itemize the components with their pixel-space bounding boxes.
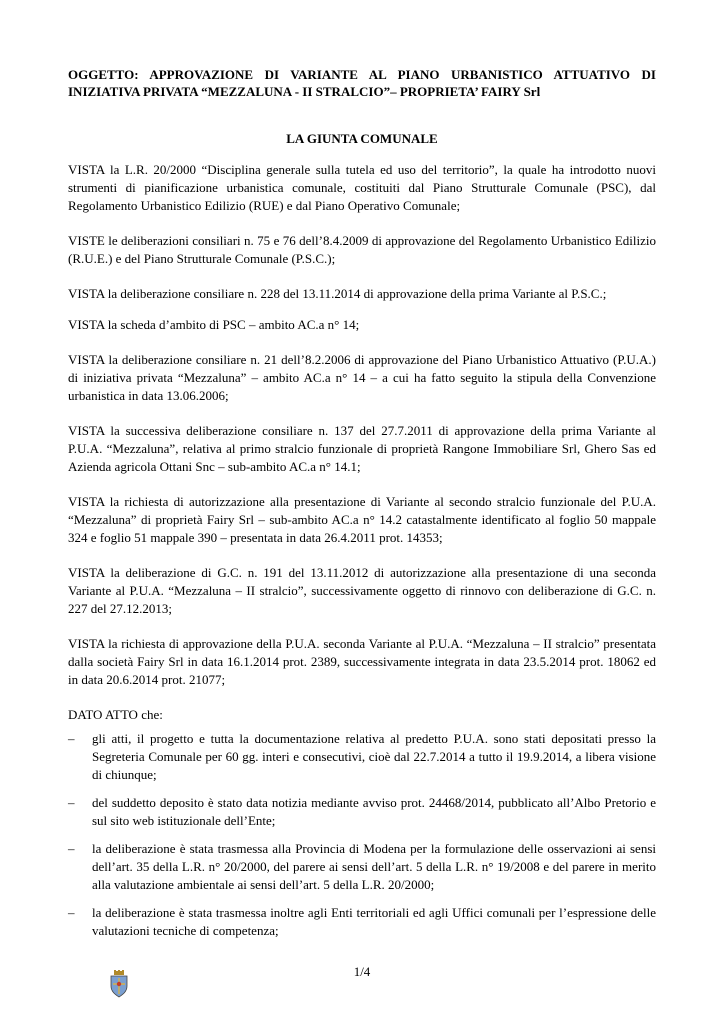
dash-marker: –	[68, 731, 75, 746]
dash-marker: –	[68, 841, 75, 856]
paragraph-scheda-ambito: VISTA la scheda d’ambito di PSC – ambito AC.a n° 14;	[68, 317, 360, 332]
dash-marker: –	[68, 905, 75, 920]
council-heading: LA GIUNTA COMUNALE	[286, 131, 438, 146]
paragraph-lr-20-2000: VISTA la L.R. 20/2000 “Disciplina generale sulla tutela ed uso del territorio”, la quale ha introdotto nuovi strumenti di pianificazione urbanistica comunale, costituiti dal Piano Strutturale Comunale (PSC), dal Regolamento Urbanistico Edilizio (RUE) e dal Piano Operativo Comunale;	[68, 162, 656, 213]
municipal-crest-icon	[108, 970, 130, 998]
list-item-text: la deliberazione è stata trasmessa inoltre agli Enti territoriali ed agli Uffici comunali per l’espressione delle valutazioni tecniche di competenza;	[92, 905, 656, 938]
list-item-text: la deliberazione è stata trasmessa alla Provincia di Modena per la formulazione delle osservazioni ai sensi dell’art. 35 della L.R. n° 20/2000, del parere ai sensi dell’art. 5 della L.R. n° 19/2008 e del parere in merito alla valutazione ambientale ai sensi dell’art. 5 della L.R. 20/2000;	[92, 841, 656, 892]
dato-atto-list	[68, 730, 656, 940]
paragraph-pua-2006: VISTA la deliberazione consiliare n. 21 dell’8.2.2006 di approvazione del Piano Urbanistico Attuativo (P.U.A.) di iniziativa privata “Mezzaluna” – ambito AC.a n° 14 – a cui ha fatto seguito la stipula della Convenzione urbanistica in data 13.06.2006;	[68, 352, 656, 403]
list-item	[68, 794, 656, 830]
list-item	[68, 904, 656, 940]
dato-atto-heading: DATO ATTO che:	[68, 707, 163, 722]
document-body	[68, 66, 656, 950]
page-number: 1/4	[353, 964, 371, 979]
list-item-text: del suddetto deposito è stato data notizia mediante avviso prot. 24468/2014, pubblicato all’Albo Pretorio e sul sito web istituzionale dell’Ente;	[92, 795, 656, 828]
paragraph-richiesta-approvazione: VISTA la richiesta di approvazione della P.U.A. seconda Variante al P.U.A. “Mezzaluna – II stralcio” presentata dalla società Fairy Srl in data 16.1.2014 prot. 2389, successivamente integrata in data 23.5.2014 prot. 18062 ed in data 20.6.2014 prot. 21077;	[68, 636, 656, 687]
dash-marker: –	[68, 795, 75, 810]
list-item	[68, 730, 656, 784]
list-item-text: gli atti, il progetto e tutta la documentazione relativa al predetto P.U.A. sono stati depositati presso la Segreteria Comunale per 60 gg. interi e consecutivi, cioè dal 22.7.2014 a tutto il 19.9.2014, a libera visione di chiunque;	[92, 731, 656, 782]
paragraph-gc-191: VISTA la deliberazione di G.C. n. 191 del 13.11.2012 di autorizzazione alla presentazione di una seconda Variante al P.U.A. “Mezzaluna – II stralcio”, successivamente oggetto di rinnovo con deliberazione di G.C. n. 227 del 27.12.2013;	[68, 565, 656, 616]
list-item	[68, 840, 656, 894]
paragraph-richiesta-autorizzazione: VISTA la richiesta di autorizzazione alla presentazione di Variante al secondo stralcio funzionale del P.U.A. “Mezzaluna” di proprietà Fairy Srl – sub-ambito AC.a n° 14.2 catastalmente identificato al foglio 50 mappale 324 e foglio 51 mappale 390 – presentata in data 26.4.2011 prot. 14353;	[68, 494, 656, 545]
subject-line: OGGETTO: APPROVAZIONE DI VARIANTE AL PIANO URBANISTICO ATTUATIVO DI INIZIATIVA PRIVATA “MEZZALUNA - II STRALCIO”– PROPRIETA’ FAIRY Srl	[68, 67, 656, 99]
paragraph-rue-psc: VISTE le deliberazioni consiliari n. 75 e 76 dell’8.4.2009 di approvazione del Regolamento Urbanistico Edilizio (R.U.E.) e del Piano Strutturale Comunale (P.S.C.);	[68, 233, 656, 266]
paragraph-prima-variante: VISTA la successiva deliberazione consiliare n. 137 del 27.7.2011 di approvazione della prima Variante al P.U.A. “Mezzaluna”, relativa al primo stralcio funzionale di proprietà Rangone Immobiliare Srl, Ghero Sas ed Azienda agricola Ottani Snc – sub-ambito AC.a n° 14.1;	[68, 423, 656, 474]
paragraph-variante-psc: VISTA la deliberazione consiliare n. 228 del 13.11.2014 di approvazione della prima Variante al P.S.C.;	[68, 286, 607, 301]
